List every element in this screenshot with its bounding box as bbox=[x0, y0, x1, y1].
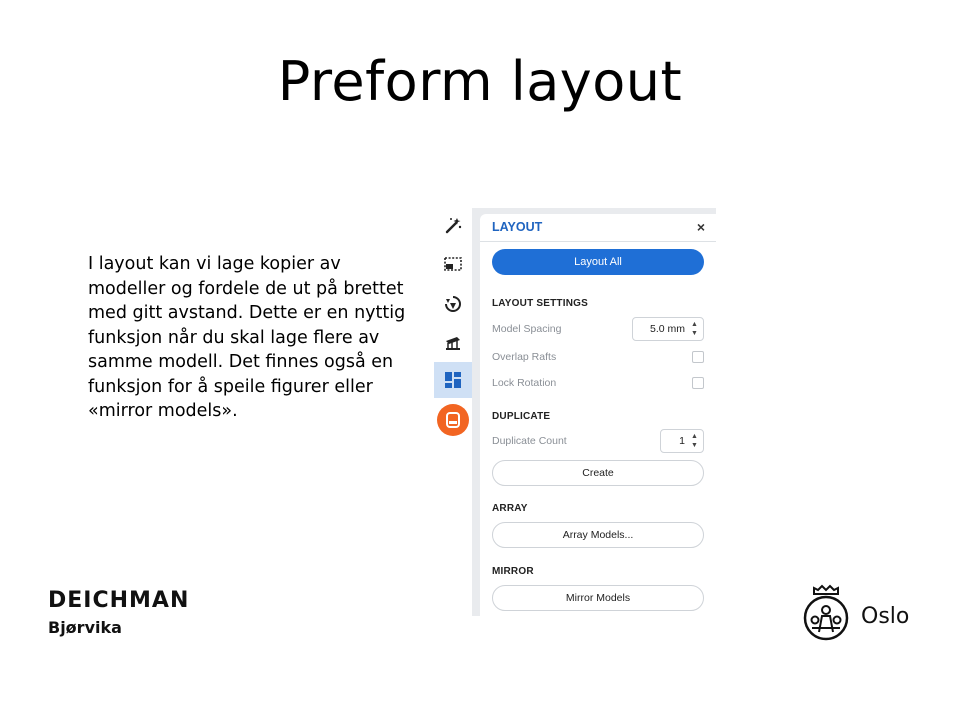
orient-icon[interactable] bbox=[434, 286, 472, 322]
model-spacing-label: Model Spacing bbox=[492, 323, 562, 335]
supports-icon[interactable] bbox=[434, 324, 472, 360]
lock-rotation-checkbox[interactable] bbox=[692, 377, 704, 389]
preform-screenshot bbox=[434, 208, 716, 616]
deichman-branch-name: Bjørvika bbox=[48, 618, 122, 637]
model-spacing-value: 5.0 mm bbox=[649, 323, 685, 335]
select-region-icon[interactable] bbox=[434, 246, 472, 282]
duplicate-count-label: Duplicate Count bbox=[492, 435, 567, 447]
spinner-arrows-icon[interactable]: ▲ ▼ bbox=[691, 433, 698, 449]
mirror-heading: MIRROR bbox=[492, 566, 534, 577]
array-models-button[interactable]: Array Models... bbox=[492, 522, 704, 548]
oslo-logo-text: Oslo bbox=[861, 604, 910, 629]
magic-wand-icon[interactable] bbox=[434, 208, 472, 244]
layout-panel bbox=[480, 214, 716, 616]
panel-title: LAYOUT bbox=[492, 220, 543, 234]
create-button[interactable]: Create bbox=[492, 460, 704, 486]
slide-body-text: I layout kan vi lage kopier av modeller og fordele de ut på brettet med gitt avstand. Dette er en nyttig funksjon når du skal lage flere av samme modell. Det finnes også en funksjon for å speile figurer eller «mirror models». bbox=[88, 254, 406, 421]
duplicate-count-input[interactable] bbox=[660, 429, 704, 453]
panel-header bbox=[480, 214, 716, 242]
deichman-logo: DEICHMAN bbox=[48, 588, 190, 613]
model-spacing-input[interactable] bbox=[632, 317, 704, 341]
oslo-seal-icon bbox=[802, 584, 850, 642]
mirror-models-button[interactable]: Mirror Models bbox=[492, 585, 704, 611]
overlap-rafts-checkbox[interactable] bbox=[692, 351, 704, 363]
layout-settings-heading: LAYOUT SETTINGS bbox=[492, 298, 588, 309]
lock-rotation-label: Lock Rotation bbox=[492, 377, 557, 389]
layout-icon[interactable] bbox=[434, 362, 472, 398]
layout-all-button[interactable]: Layout All bbox=[492, 249, 704, 275]
duplicate-heading: DUPLICATE bbox=[492, 411, 551, 422]
slide-title: Preform layout bbox=[277, 50, 683, 113]
array-heading: ARRAY bbox=[492, 503, 528, 514]
tool-sidebar bbox=[434, 208, 472, 616]
spinner-arrows-icon[interactable]: ▲ ▼ bbox=[691, 321, 698, 337]
close-icon[interactable]: × bbox=[696, 219, 706, 235]
print-icon[interactable] bbox=[437, 404, 469, 436]
overlap-rafts-label: Overlap Rafts bbox=[492, 351, 557, 363]
duplicate-count-value: 1 bbox=[679, 435, 685, 447]
